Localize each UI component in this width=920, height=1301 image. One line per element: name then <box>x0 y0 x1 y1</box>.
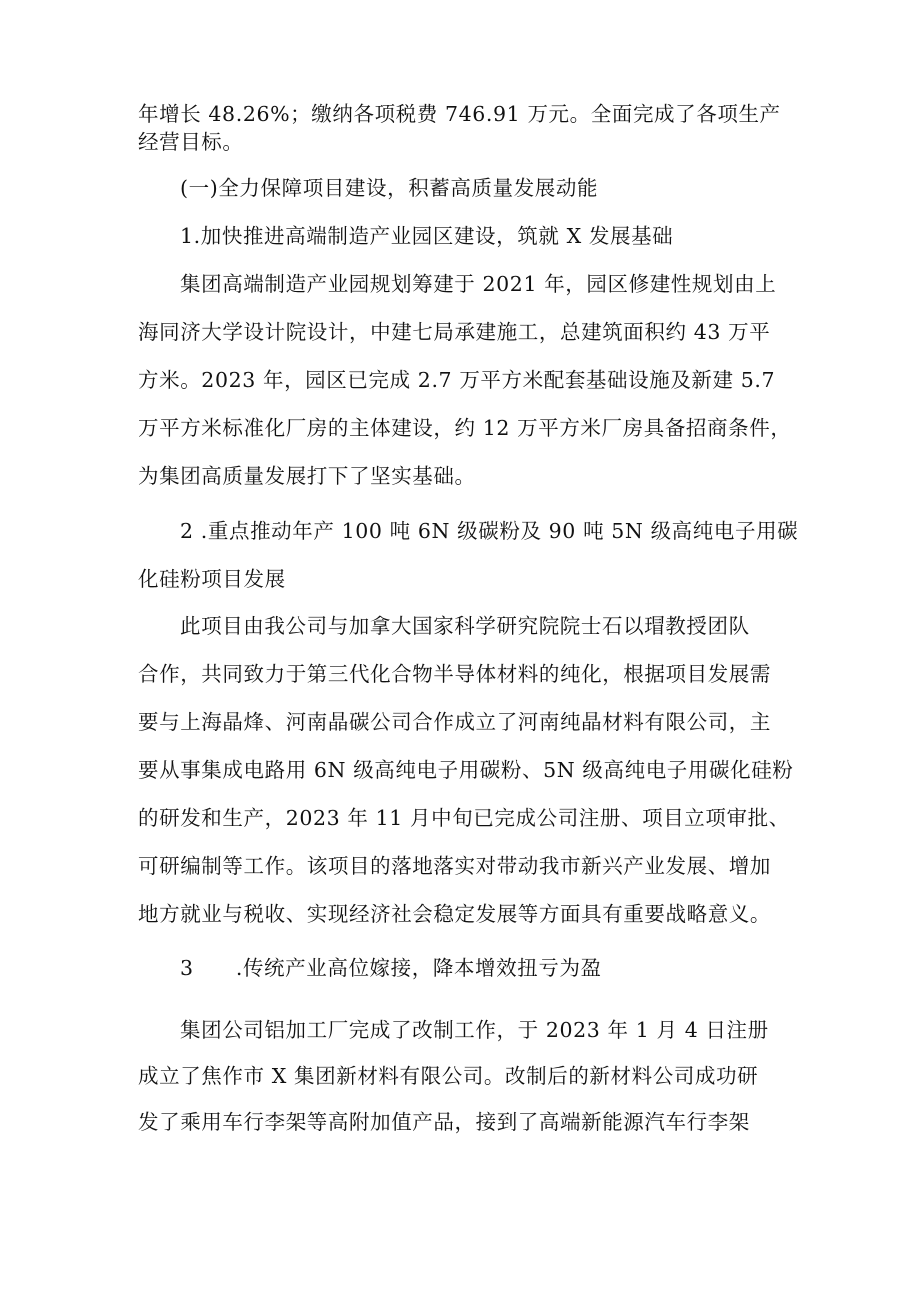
paragraph-line: 要从事集成电路用 6N 级高纯电子用碳粉、5N 级高纯电子用碳化硅粉 <box>138 758 794 782</box>
paragraph-line: 合作，共同致力于第三代化合物半导体材料的纯化，根据项目发展需 <box>138 662 771 686</box>
subsection-heading-continued: 化硅粉项目发展 <box>138 567 286 591</box>
section-heading: (一)全力保障项目建设，积蓄高质量发展动能 <box>180 176 599 200</box>
paragraph-line: 可研编制等工作。该项目的落地落实对带动我市新兴产业发展、增加 <box>138 854 771 878</box>
paragraph-line: 万平方米标准化厂房的主体建设，约 12 万平方米厂房具备招商条件， <box>138 416 792 440</box>
subsection-heading: 2 .重点推动年产 100 吨 6N 级碳粉及 90 吨 5N 级高纯电子用碳 <box>180 519 799 543</box>
paragraph-line: 成立了焦作市 X 集团新材料有限公司。改制后的新材料公司成功研 <box>138 1064 759 1088</box>
paragraph-line: 方米。2023 年，园区已完成 2.7 万平方米配套基础设施及新建 5.7 <box>138 368 776 392</box>
paragraph-line: 的研发和生产，2023 年 11 月中旬已完成公司注册、项目立项审批、 <box>138 806 790 830</box>
paragraph-line: 集团公司铝加工厂完成了改制工作，于 2023 年 1 月 4 日注册 <box>180 1018 769 1042</box>
paragraph-line: 要与上海晶烽、河南晶碳公司合作成立了河南纯晶材料有限公司，主 <box>138 710 771 734</box>
subsection-heading: 3 .传统产业高位嫁接，降本增效扭亏为盈 <box>180 956 602 980</box>
paragraph-line: 为集团高质量发展打下了坚实基础。 <box>138 464 476 488</box>
paragraph-line: 发了乘用车行李架等高附加值产品，接到了高端新能源汽车行李架 <box>138 1110 750 1134</box>
paragraph-line: 海同济大学设计院设计，中建七局承建施工，总建筑面积约 43 万平 <box>138 320 771 344</box>
paragraph-line: 此项目由我公司与加拿大国家科学研究院院士石以瑁教授团队 <box>180 614 750 638</box>
paragraph-line: 集团高端制造产业园规划筹建于 2021 年，园区修建性规划由上 <box>180 272 777 296</box>
paragraph-line: 年增长 48.26%；缴纳各项税费 746.91 万元。全面完成了各项生产 <box>138 102 781 126</box>
paragraph-line: 经营目标。 <box>138 130 244 154</box>
subsection-heading: 1.加快推进高端制造产业园区建设，筑就 X 发展基础 <box>180 224 674 248</box>
paragraph-line: 地方就业与税收、实现经济社会稳定发展等方面具有重要战略意义。 <box>138 902 771 926</box>
